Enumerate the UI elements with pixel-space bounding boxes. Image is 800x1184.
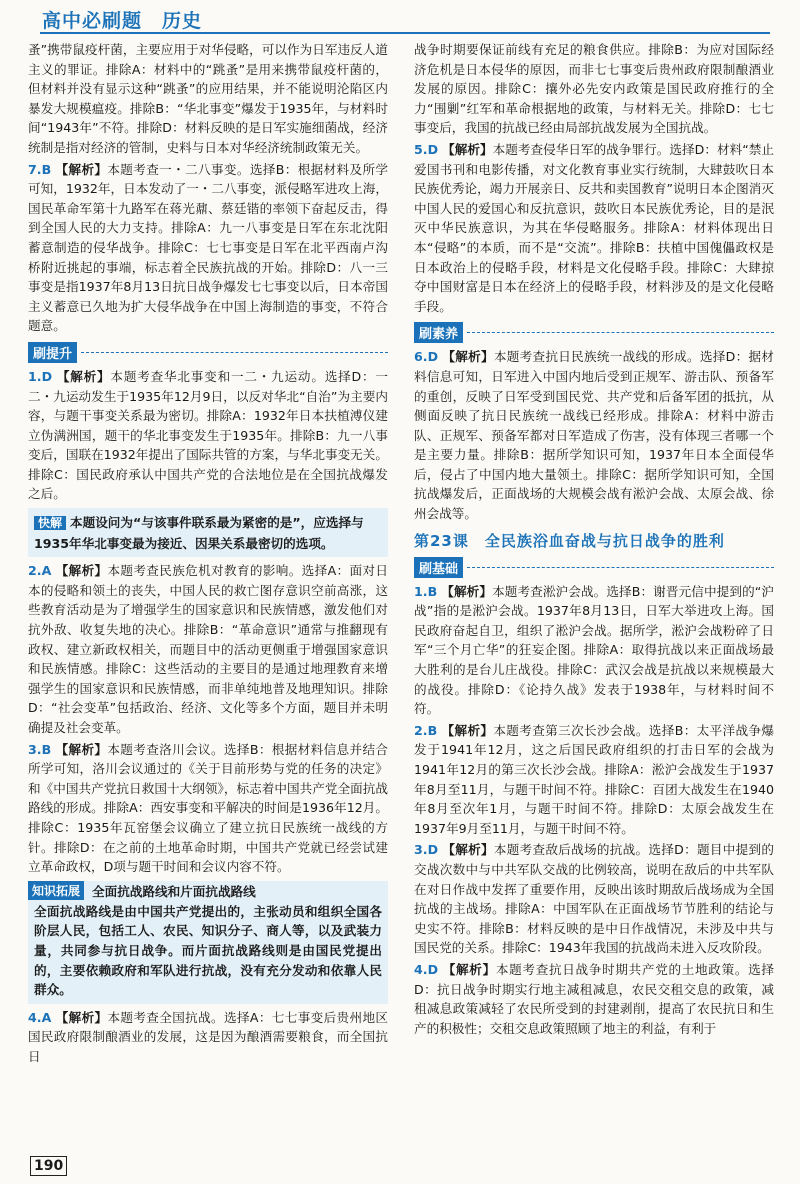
knowledge-extension-label: 知识拓展 [28,881,84,900]
section-label: 刷素养 [414,322,463,343]
knowledge-extension-title: 全面抗战路线和片面抗战路线 [92,883,256,899]
section-tisheng [28,342,388,363]
lesson-title: 第23课 全民族浴血奋战与抗日战争的胜利 [414,531,725,550]
lesson23-question-2: 2.B 【解析】本题考查第三次长沙会战。选择B：太平洋战争爆发于1941年12月，这之后国民政府组织的打击日军的会战为1941年12月的第三次长沙会战。排除A：淞沪会战发生于1937年8月至11月，与题干时间不符。排除C：百团大战发生在1940年8月至次年1月，与题干时间不符。排除D：太原会战发生在1937年9月至11月，与题干时间不符。 [414,722,775,836]
book-title: 高中必刷题 历史 [42,10,203,32]
question-4: 4.A 【解析】本题考查全国抗战。选择A：七七事变后贵州地区国民政府限制酿酒业的发展，这是因为酿酒需要粮食，而全国抗日 [28,1009,388,1064]
knowledge-extension-box [28,881,388,1004]
page-number: 190 [30,1156,67,1176]
left-column [28,40,388,1067]
quick-solve-label: 快解 [34,516,66,530]
question-5: 5.D 【解析】本题考查侵华日军的战争罪行。选择D：材料“禁止爱国书刊和电影传播，对文化教育事业实行统制，大肆鼓吹日本民族优秀论，竭力开展亲日、反共和卖国教育”说明日本企图消灭中国人民的爱国心和反抗意识，鼓吹日本民族优秀论，目的是泯灭中华民族意识，为其在华侵略服务。排除A：材料体现出日本“侵略”的本质，而不是“交流”。排除B：扶植中国傀儡政权是日本政治上的侵略手段，材料是文化侵略手段。排除C：大肆掠夺中国财富是日本在经济上的侵略手段，材料涉及的是文化侵略手段。 [414,141,774,314]
question-6: 6.D 【解析】本题考查抗日民族统一战线的形成。选择D：据材料信息可知，日军进入中国内地后受到正规军、游击队、预备军的重创，反映了日军受到国民党、共产党和后备军团的抵抗，从侧面反映了抗日民族统一战线已经形成。排除A：材料中游击队、正规军、预备军都对日军造成了伤害，没有体现三者哪一个是主要力量。排除B：据所学知识可知，1937年日本全面侵华后，侵占了中国内地大量领土。排除C：据所学知识可知，全国抗战爆发后，正面战场的大规模会战有淞沪会战、太原会战、徐州会战等。 [414,349,774,522]
page-header [0,0,800,34]
question-2: 2.A 【解析】本题考查民族危机对教育的影响。选择A：面对日本的侵略和领土的丧失，中国人民的救亡图存意识空前高涨，这些教育活动是为了增强学生的国家意识和民族情感，激发他们对抗外敌、收复失地的决心。排除B：“革命意识”通常与推翻现有政权、建立新政权相关，而题目中的活动更侧重于增强国家意识和民族情感。排除C：这些活动的主要目的是通过地理教育来增强学生的国家意识和民族情感，而非单纯地普及地理知识。排除D：“社会变革”包括政治、经济、文化等多个方面，题目并未明确提及社会变革。 [28,563,388,735]
section-jichu [414,557,774,578]
lesson23-question-4: 4.D 【解析】本题考查抗日战争时期共产党的土地政策。选择D：抗日战争时期实行地主减租减息，农民交租交息的政策，减租减息政策减轻了农民所受到的封建剥削，提高了农民抗日和生产的积极性；交租交息政策照顾了地主的利益，有利于 [414,961,775,1036]
right-intro-text: 战争时期要保证前线有充足的粮食供应。排除B：为应对国际经济危机是日本侵华的原因，而非七七事变后贵州政府限制酿酒业发展的原因。排除C：攘外必先安内政策是国民政府推行的全力“围剿”红军和革命根据地的政策，与材料无关。排除D：七七事变后，我国的抗战已经由局部抗战发展为全国抗战。 [414,42,774,136]
section-label: 刷提升 [28,342,77,363]
header-rule [40,32,770,34]
quick-solve-box [28,508,388,557]
knowledge-extension-text: 全面抗战路线是由中国共产党提出的，主张动员和组织全国各阶层人民，包括工人、农民、知识分子、商人等，以及武装力量，共同参与抗日战争。而片面抗战路线则是由国民党提出的，主要依赖政府和军队进行抗战，没有充分发动和依靠人民群众。 [34,903,382,998]
lesson23-question-1: 1.B 【解析】本题考查淞沪会战。选择B：谢晋元信中提到的“沪战”指的是淞沪会战。1937年8月13日，日军大举进攻上海。国民政府奋起自卫，组织了淞沪会战。据所学，淞沪会战粉碎了日军“三个月亡华”的狂妄企图。排除A：取得抗战以来正面战场最大胜利的是台儿庄战役。排除C：武汉会战是抗战以来规模最大的战役。排除D：《论持久战》发表于1938年，与材料时间不符。 [414,583,774,717]
lesson23-question-3: 3.D 【解析】本题考查敌后战场的抗战。选择D：题目中提到的交战次数中与中共军队交战的比例较高，说明在敌后的中共军队在对日作战中发挥了重要作用，反映出该时期敌后战场成为全国抗战的主战场。排除A：中国军队在正面战场节节胜利的结论与史实不符。排除B：材料反映的是中日作战情况，未涉及中共与国民党的关系。排除C：1943年我国的抗战尚未进入反攻阶段。 [414,842,774,956]
right-column [414,40,774,1038]
quick-solve-text: 本题设问为“与该事件联系最为紧密的是”，应选择与1935年华北事变最为接近、因果关系最密切的选项。 [34,515,364,551]
question-7: 7.B 【解析】本题考查一・二八事变。选择B：根据材料及所学可知，1932年，日本发动了一・二八事变，派侵略军进攻上海，国民革命军第十九路军在蒋光鼐、蔡廷锴的率领下奋起反击，得到全国人民的大力支持。排除A：九一八事变是日军在东北沈阳蓄意制造的侵华战争。排除C：七七事变是日军在北平西南卢沟桥附近挑起的事端，标志着全民族抗战的开始。排除D：八一三事变是指1937年8月13日抗日战争爆发七七事变以后，日本帝国主义蓄意已久地为扩大侵华战争在中国上海制造的事变，不符合题意。 [28,161,389,334]
section-label: 刷基础 [414,557,463,578]
left-intro-text: 蚤”携带鼠疫杆菌，主要应用于对华侵略，可以作为日军违反人道主义的罪证。排除A：材料中的“跳蚤”是用来携带鼠疫杆菌的，但材料并没有显示这种“跳蚤”的应用结果，并不能说明沦陷区内暴发大规模瘟疫。排除B：“华北事变”爆发于1935年，与材料时间“1943年”不符。排除D：材料反映的是日军实施细菌战，经济统制是指对经济的管制，史料与日本对华经济统制政策无关。 [28,42,388,155]
section-suyang [414,322,774,343]
question-3: 3.B 【解析】本题考查洛川会议。选择B：根据材料信息并结合所学可知，洛川会议通过的《关于目前形势与党的任务的决定》和《中国共产党抗日救国十大纲领》，标志着中国共产党全面抗战路线的形成。排除A：西安事变和平解决的时间是1936年12月。排除C：1935年瓦窑堡会议确立了建立抗日民族统一战线的方针。排除D：在之前的土地革命时期，中国共产党就已经尝试建立革命政权，D项与题干时间和会议内容不符。 [28,741,389,875]
question-1: 1.D 【解析】本题考查华北事变和一二・九运动。选择D：一二・九运动发生于1935年12月9日，以反对华北“自治”为主要内容，与题干事变关系最为密切。排除A：1932年日本扶植溥仪建立伪满洲国，题干的华北事变发生于1935年。排除B：九一八事变后，国联在1932年提出了国际共管的方案，与华北事变无关。排除C：国民政府承认中国共产党的合法地位是在全国抗战爆发之后。 [28,368,388,502]
